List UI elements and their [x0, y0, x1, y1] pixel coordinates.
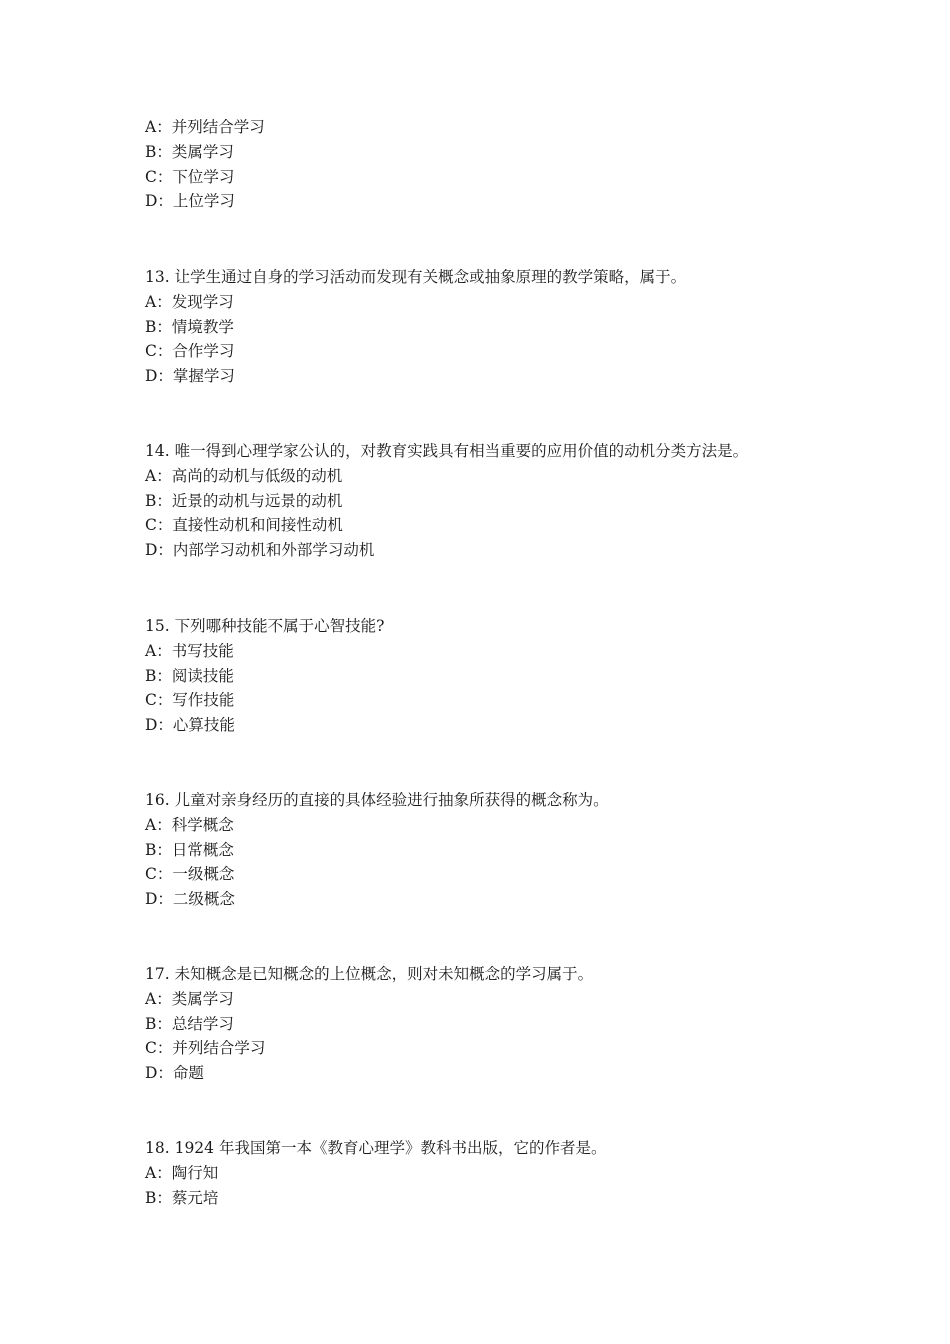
option-c: C：一级概念	[145, 865, 235, 884]
option-d: D：二级概念	[145, 890, 235, 909]
option-c: C：并列结合学习	[145, 1039, 266, 1058]
option-b: B：蔡元培	[145, 1188, 219, 1207]
question-block-13	[145, 265, 845, 389]
option-d: D：上位学习	[145, 192, 235, 211]
question-text: 13. 让学生通过自身的学习活动而发现有关概念或抽象原理的教学策略，属于。	[145, 268, 687, 286]
option-a: A：发现学习	[145, 292, 234, 311]
option-c: C：下位学习	[145, 167, 235, 186]
option-b: B：总结学习	[145, 1014, 234, 1033]
question-text: 17. 未知概念是已知概念的上位概念，则对未知概念的学习属于。	[145, 965, 594, 983]
option-a: A：科学概念	[145, 815, 234, 834]
option-c: C：写作技能	[145, 691, 235, 710]
question-text: 18. 1924 年我国第一本《教育心理学》教科书出版，它的作者是。	[145, 1139, 607, 1157]
option-a: A：高尚的动机与低级的动机	[145, 466, 343, 485]
option-a: A：书写技能	[145, 641, 234, 660]
option-b: B：情境教学	[145, 317, 234, 336]
question-text: 15. 下列哪种技能不属于心智技能?	[145, 617, 385, 635]
question-block-16	[145, 788, 845, 912]
option-a: A：陶行知	[145, 1163, 219, 1182]
option-b: B：日常概念	[145, 840, 234, 859]
question-text: 14. 唯一得到心理学家公认的，对教育实践具有相当重要的应用价值的动机分类方法是。	[145, 442, 749, 460]
question-block-17	[145, 962, 845, 1086]
option-d: D：掌握学习	[145, 367, 235, 386]
question-block-12-options	[145, 115, 845, 214]
option-d: D：命题	[145, 1064, 204, 1083]
option-d: D：心算技能	[145, 716, 235, 735]
option-a: A：类属学习	[145, 989, 234, 1008]
question-block-15	[145, 614, 845, 738]
option-b: B：类属学习	[145, 142, 234, 161]
option-d: D：内部学习动机和外部学习动机	[145, 541, 375, 560]
question-block-14	[145, 439, 845, 563]
option-b: B：近景的动机与远景的动机	[145, 491, 343, 510]
option-b: B：阅读技能	[145, 666, 234, 685]
question-text: 16. 儿童对亲身经历的直接的具体经验进行抽象所获得的概念称为。	[145, 791, 609, 809]
option-c: C：合作学习	[145, 342, 235, 361]
option-a: A：并列结合学习	[145, 118, 265, 136]
question-block-18	[145, 1136, 845, 1210]
option-c: C：直接性动机和间接性动机	[145, 516, 343, 535]
